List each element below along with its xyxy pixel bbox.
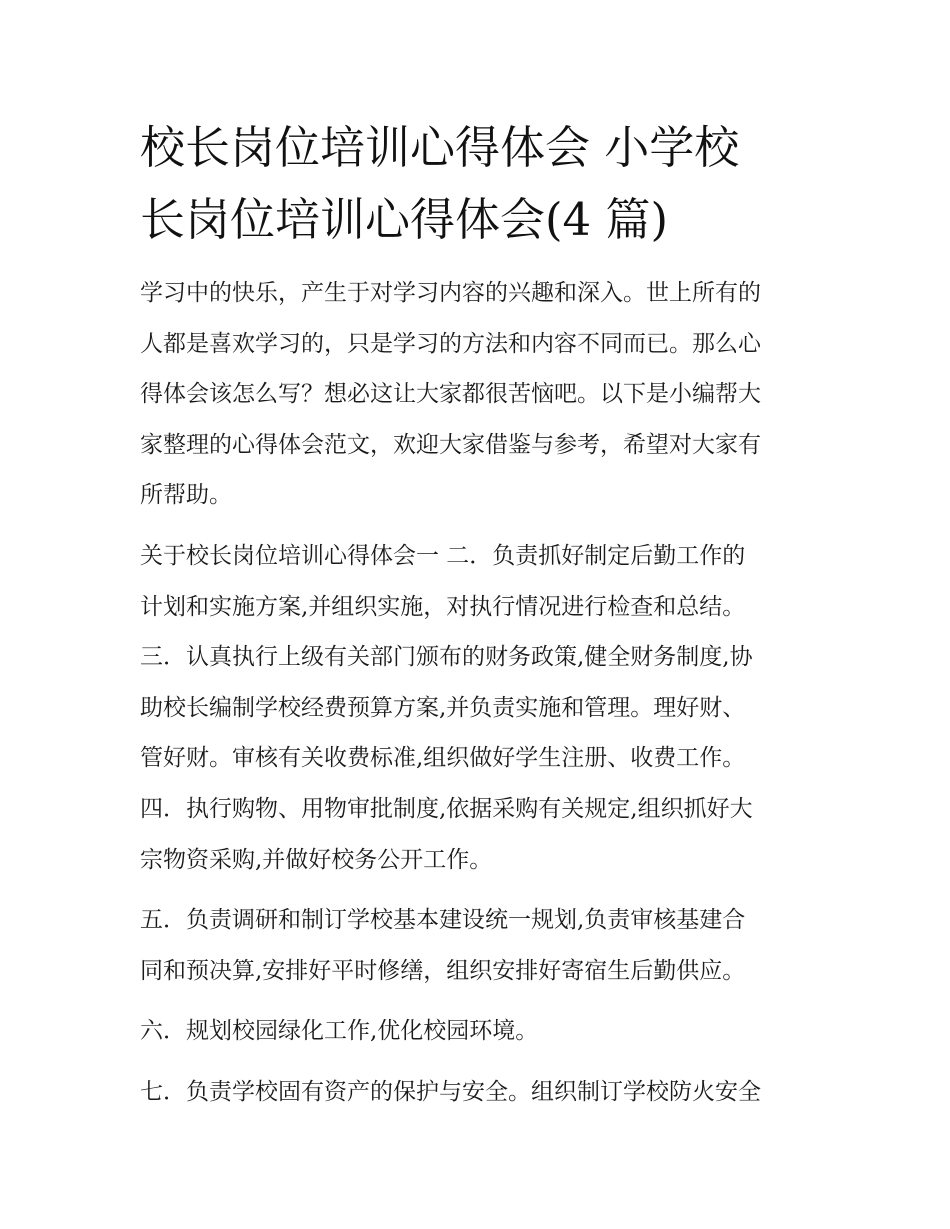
title-line: 长岗位培训心得体会(4 篇) (140, 193, 669, 246)
text-line: 所帮助。 (140, 482, 232, 509)
item-five-paragraph (140, 895, 816, 996)
text-line: 人都是喜欢学习的，只是学习的方法和内容不同而已。那么心 (140, 330, 761, 357)
text-line: 宗物资采购,并做好校务公开工作。 (140, 846, 493, 873)
text-line: 四．执行购物、用物审批制度,依据采购有关规定,组织抓好大 (140, 795, 753, 822)
text-line: 家整理的心得体会范文，欢迎大家借鉴与参考，希望对大家有 (140, 431, 761, 458)
text-line: 六．规划校园绿化工作,优化校园环境。 (140, 1018, 539, 1045)
text-line: 七．负责学校固有资产的保护与安全。组织制订学校防火安全 (140, 1078, 761, 1105)
text-line: 关于校长岗位培训心得体会一 二．负责抓好制定后勤工作的 (140, 542, 746, 569)
item-six-paragraph (140, 1006, 816, 1057)
text-line: 学习中的快乐，产生于对学习内容的兴趣和深入。世上所有的 (140, 280, 761, 306)
text-line: 得体会该怎么写？想必这让大家都很苦恼吧。以下是小编帮大 (140, 381, 761, 408)
document-title (140, 112, 816, 256)
text-line: 计划和实施方案,并组织实施，对执行情况进行检查和总结。 (140, 593, 746, 620)
document-content (140, 112, 816, 1118)
text-line: 同和预决算,安排好平时修缮，组织安排好寄宿生后勤供应。 (140, 957, 746, 984)
item-seven-paragraph (140, 1067, 816, 1118)
text-line: 五．负责调研和制订学校基本建设统一规划,负责审核基建合 (140, 907, 746, 934)
text-line: 助校长编制学校经费预算方案,并负责实施和管理。理好财、 (140, 694, 746, 721)
intro-paragraph (140, 268, 816, 521)
section-one-paragraph (140, 531, 816, 885)
text-line: 管好财。审核有关收费标准,组织做好学生注册、收费工作。 (140, 745, 746, 772)
title-line: 校长岗位培训心得体会 小学校 (140, 121, 740, 174)
text-line: 三．认真执行上级有关部门颁布的财务政策,健全财务制度,协 (140, 644, 753, 671)
